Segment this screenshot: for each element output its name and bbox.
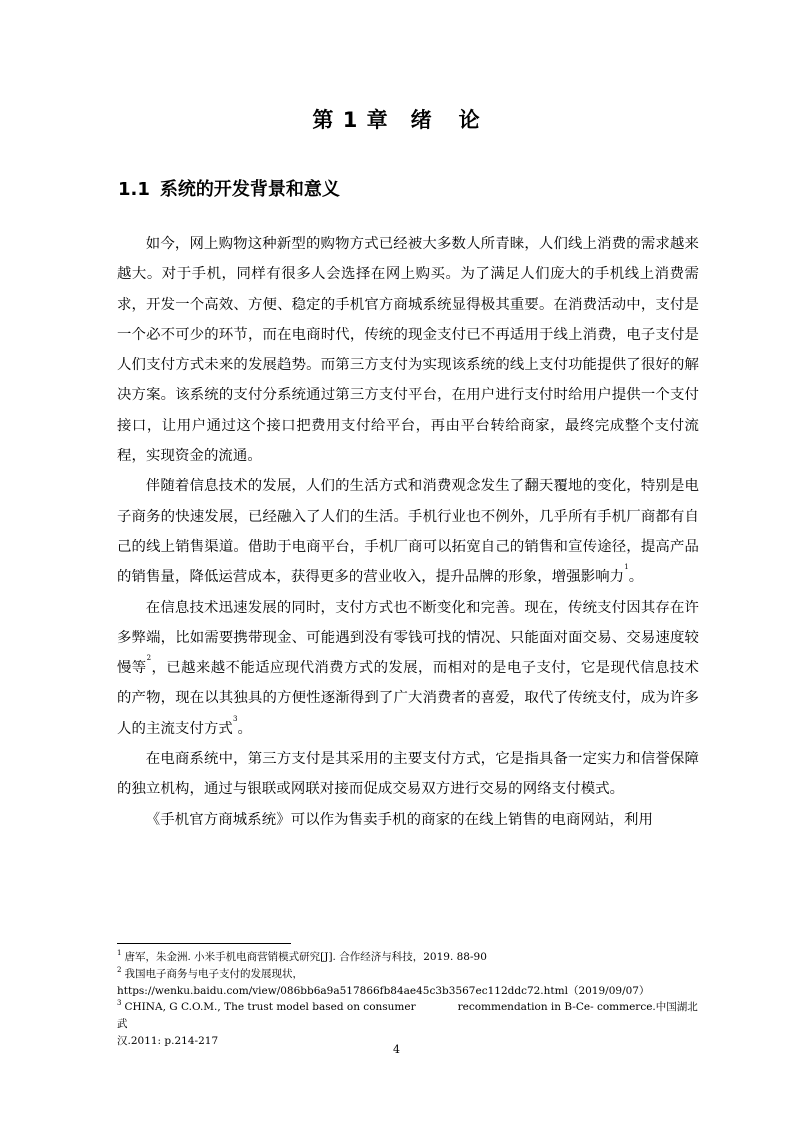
footnote-ref-2[interactable]: 2 — [146, 654, 152, 663]
page-number: 4 — [393, 1043, 400, 1056]
footnotes — [117, 949, 699, 1050]
footnote-ref-1[interactable]: 1 — [624, 563, 629, 572]
footnote-2 — [117, 966, 699, 983]
paragraph-4-text: 在电商系统中，第三方支付是其采用的主要支付方式，它是指具备一定实力和信誉保障的独立机构，通过与银联或网联对接而促成交易双方进行交易的网络支付模式。 — [117, 751, 699, 798]
footnote-1 — [117, 949, 699, 966]
paragraph-3-text-a: 在信息技术迅速发展的同时，支付方式也不断变化和完善。现在，传统支付因其存在许多弊端，比如需要携带现金、可能遇到没有零钱可找的情况、只能面对面交易、交易速度较慢等 — [117, 599, 699, 677]
chapter-label-suffix: 章 — [366, 108, 389, 132]
footnote-2-url[interactable]: https://wenku.baidu.com/view/086bb6a9a517866fb84ae45c3b3567ec112ddc72.html（2019/09/07） — [117, 984, 650, 997]
section-title: 系统的开发背景和意义 — [159, 179, 340, 200]
chapter-title-second: 论 — [458, 108, 481, 132]
footnote-3-text-c: 汉.2011: p.214-217 — [117, 1034, 219, 1047]
footnote-3-text-a: CHINA, G C.O.M., The trust model based on consumer — [124, 1001, 416, 1014]
footnote-3-text-b: recommendation in B-Ce- commerce.中国湖北武 — [117, 1001, 698, 1031]
paragraph-3-end: 。 — [237, 720, 252, 737]
paragraph-3 — [117, 593, 699, 744]
paragraph-2 — [117, 471, 699, 592]
paragraph-5 — [117, 805, 699, 835]
paragraph-1 — [117, 229, 699, 471]
footnote-mark-3: 3 — [117, 999, 122, 1008]
paragraph-3-text-b: ，已越来越不能适应现代消费方式的发展，而相对的是电子支付，它是现代信息技术的产物，现在以其独具的方便性逐渐得到了广大消费者的喜爱，取代了传统支付，成为许多人的主流支付方式 — [117, 660, 700, 737]
paragraph-2-text: 伴随着信息技术的发展，人们的生活方式和消费观念发生了翻天覆地的变化，特别是电子商务的快速发展，已经融入了人们的生活。手机行业也不例外，几乎所有手机厂商都有自己的线上销售渠道。借助于电商平台，手机厂商可以拓宽自己的销售和宣传途径，提高产品的销售量，降低运营成本，获得更多的营业收入，提升品牌的形象，增强影响力 — [117, 478, 699, 586]
section-heading — [118, 175, 340, 201]
chapter-title — [0, 104, 793, 134]
chapter-number: 1 — [342, 108, 359, 132]
paragraph-5-text: 《手机官方商城系统》可以作为售卖手机的商家的在线上销售的电商网站，利用 — [145, 811, 653, 828]
footnote-1-text: 唐军，朱金洲. 小米手机电商营销模式研究[J]. 合作经济与科技，2019. 88-90 — [124, 951, 487, 963]
paragraph-4 — [117, 744, 699, 805]
footnote-2-url-line — [117, 983, 699, 1000]
section-number: 1.1 — [118, 179, 150, 200]
footnote-2-title: 我国电子商务与电子支付的发展现状， — [124, 967, 303, 980]
footnote-divider — [117, 943, 291, 944]
footnote-mark-1: 1 — [117, 949, 122, 957]
body-text — [117, 229, 699, 835]
footnote-ref-3[interactable]: 3 — [232, 714, 238, 723]
footnote-mark-2: 2 — [117, 965, 122, 974]
paragraph-2-end: 。 — [628, 569, 644, 586]
chapter-title-first: 绪 — [410, 108, 433, 132]
chapter-label: 第 — [312, 108, 335, 132]
paragraph-1-text: 如今，网上购物这种新型的购物方式已经被大多数人所青睐，人们线上消费的需求越来越大。对于手机，同样有很多人会选择在网上购买。为了满足人们庞大的手机线上消费需求，开发一个高效、方便、稳定的手机官方商城系统显得极其重要。在消费活动中，支付是一个必不可少的环节，而在电商时代，传统的现金支付已不再适用于线上消费，电子支付是人们支付方式未来的发展趋势。而第三方支付为实现该系统的线上支付功能提供了很好的解决方案。该系统的支付分系统通过第三方支付平台，在用户进行支付时给用户提供一个支付接口，让用户通过这个接口把费用支付给平台，再由平台转给商家，最终完成整个支付流程，实现资金的流通。 — [117, 236, 699, 465]
footnote-3 — [117, 999, 699, 1033]
